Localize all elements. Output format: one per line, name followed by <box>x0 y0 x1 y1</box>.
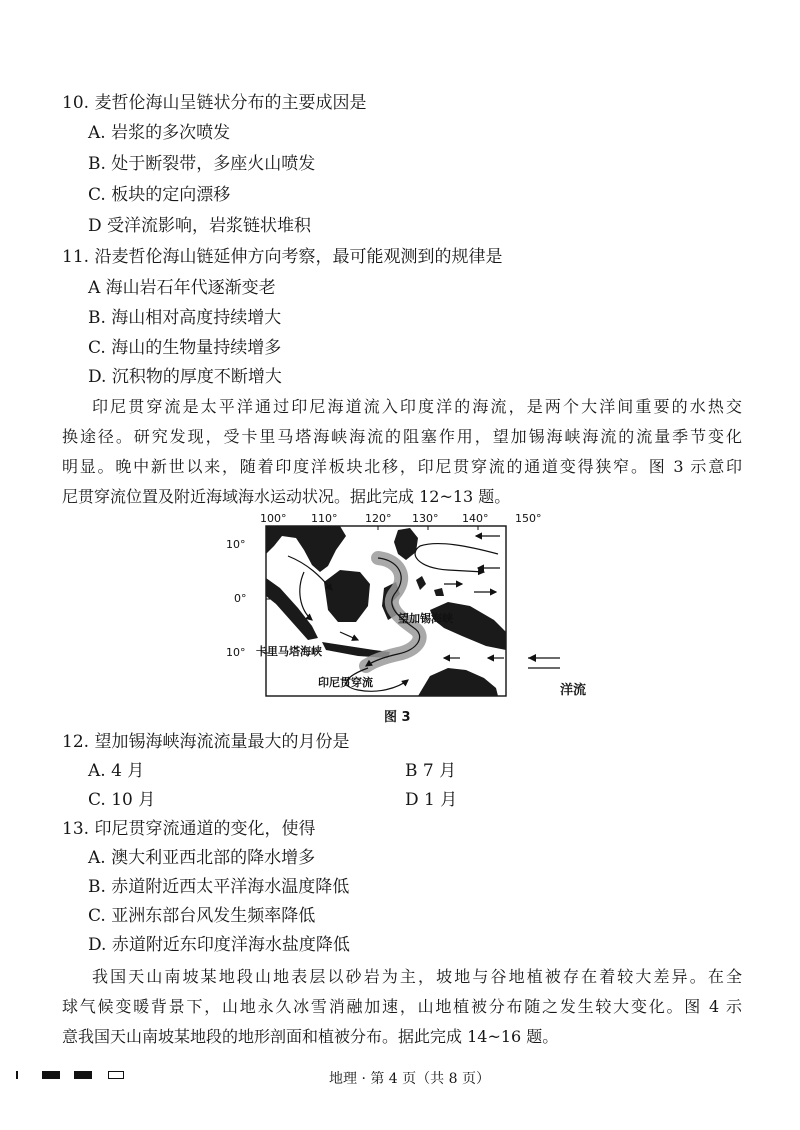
scan-mark <box>74 1071 92 1079</box>
q13-option-b: B. 赤道附近西太平洋海水温度降低 <box>88 877 350 897</box>
itf-label: 印尼贯穿流 <box>318 676 373 689</box>
legend-ocean-current-label: 洋流 <box>560 683 587 698</box>
page-footer: 地理 · 第 4 页（共 8 页） <box>329 1071 490 1087</box>
passage1-line-3: 明显。晚中新世以来，随着印度洋板块北移，印尼贯穿流的通道变得狭窄。图 3 示意印 <box>62 457 742 476</box>
lon-label-130: 130° <box>412 512 439 525</box>
q12-option-c: C. 10 月 <box>88 790 156 810</box>
q11-option-d: D. 沉积物的厚度不断增大 <box>88 367 282 387</box>
lat-label-10n: 10° <box>226 538 246 551</box>
q12-option-a: A. 4 月 <box>88 761 145 781</box>
q13-stem: 13. 印尼贯穿流通道的变化，使得 <box>62 819 316 839</box>
passage2-line-1: 我国天山南坡某地段山地表层以砂岩为主，坡地与谷地植被存在着较大差异。在全 <box>92 967 742 986</box>
lon-label-140: 140° <box>462 512 489 525</box>
legend <box>528 654 560 668</box>
makassar-strait-label: 望加锡海峡 <box>398 612 453 625</box>
passage1-line-2: 换途径。研究发现，受卡里马塔海峡海流的阻塞作用，望加锡海峡海流的流量季节变化 <box>62 427 742 446</box>
figure-3-map <box>226 510 560 700</box>
q11-option-c: C. 海山的生物量持续增多 <box>88 338 282 358</box>
q11-option-a: A 海山岩石年代逐渐变老 <box>88 278 276 298</box>
q13-option-a: A. 澳大利亚西北部的降水增多 <box>88 848 316 868</box>
q10-option-d: D 受洋流影响，岩浆链状堆积 <box>88 216 312 236</box>
passage2-line-3: 意我国天山南坡某地段的地形剖面和植被分布。据此完成 14~16 题。 <box>62 1027 559 1046</box>
q12-option-d: D 1 月 <box>405 790 458 810</box>
q13-option-d: D. 赤道附近东印度洋海水盐度降低 <box>88 935 350 955</box>
passage1-line-4: 尼贯穿流位置及附近海域海水运动状况。据此完成 12~13 题。 <box>62 487 511 506</box>
q10-option-b: B. 处于断裂带，多座火山喷发 <box>88 154 316 174</box>
lon-label-100: 100° <box>260 512 287 525</box>
lat-label-0: 0° <box>234 592 247 605</box>
lon-label-150: 150° <box>515 512 542 525</box>
q10-option-c: C. 板块的定向漂移 <box>88 185 231 205</box>
q11-stem: 11. 沿麦哲伦海山链延伸方向考察，最可能观测到的规律是 <box>62 247 503 267</box>
figure-3-caption: 图 3 <box>384 710 411 725</box>
q10-stem: 10. 麦哲伦海山呈链状分布的主要成因是 <box>62 93 367 113</box>
passage1-line-1: 印尼贯穿流是太平洋通过印尼海道流入印度洋的海流，是两个大洋间重要的水热交 <box>92 397 742 416</box>
scan-mark <box>42 1071 60 1079</box>
lat-label-10s: 10° <box>226 646 246 659</box>
lon-label-110: 110° <box>311 512 338 525</box>
q10-option-a: A. 岩浆的多次喷发 <box>88 123 231 143</box>
q13-option-c: C. 亚洲东部台风发生频率降低 <box>88 906 316 926</box>
passage2-line-2: 球气候变暖背景下，山地永久冰雪消融加速，山地植被分布随之发生较大变化。图 4 示 <box>62 997 742 1016</box>
q11-option-b: B. 海山相对高度持续增大 <box>88 308 282 328</box>
karimata-strait-label: 卡里马塔海峡 <box>256 645 322 658</box>
scan-mark <box>16 1071 18 1079</box>
q12-option-b: B 7 月 <box>405 761 457 781</box>
scan-mark <box>108 1071 124 1079</box>
lon-label-120: 120° <box>365 512 392 525</box>
q12-stem: 12. 望加锡海峡海流流量最大的月份是 <box>62 732 350 752</box>
